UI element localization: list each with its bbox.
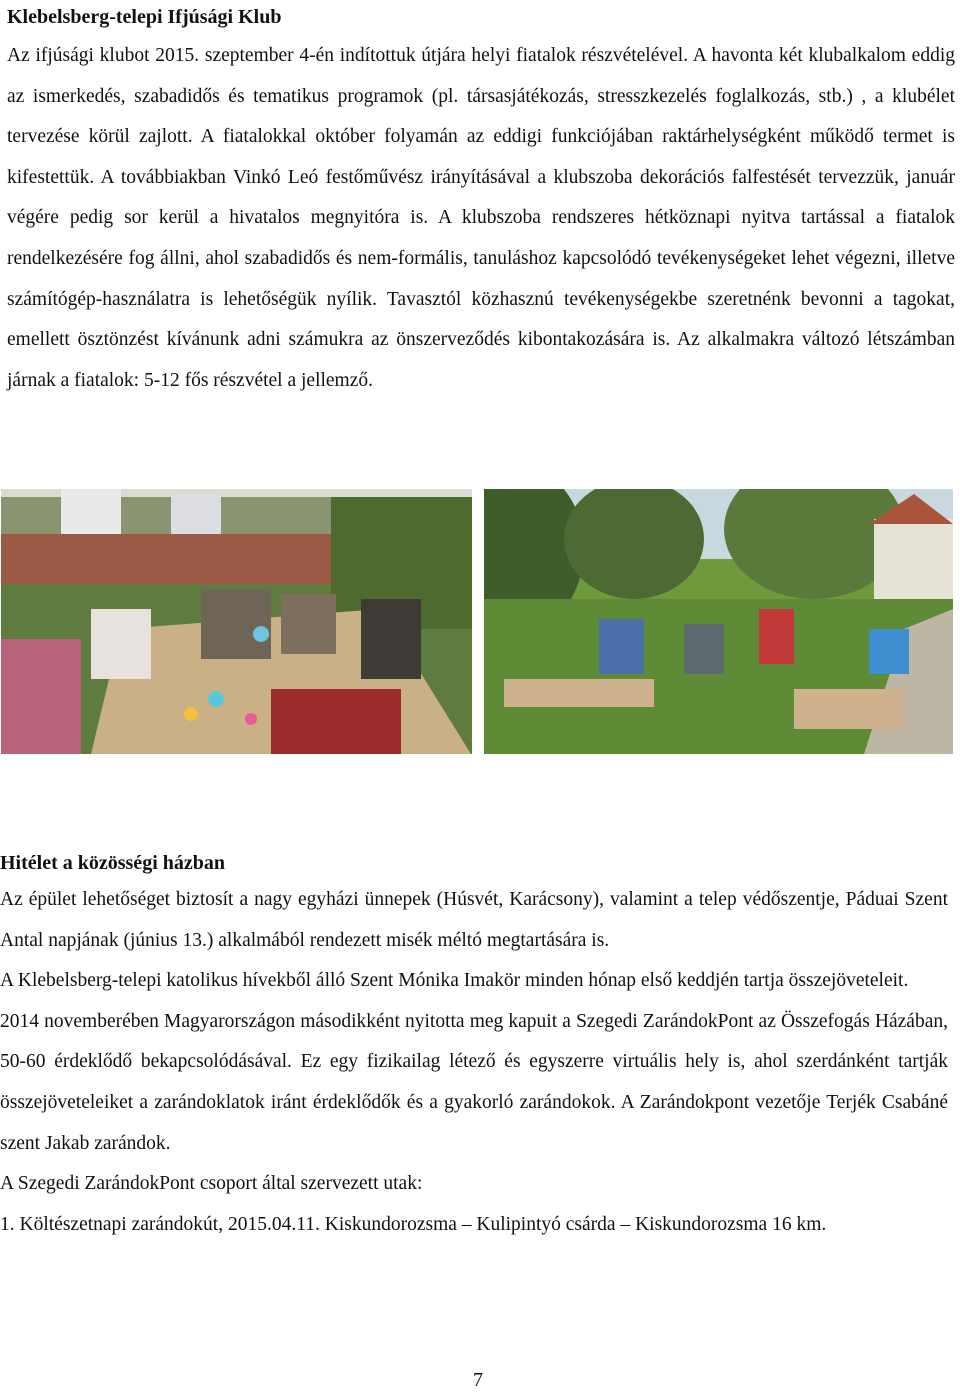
religious-paragraph-4: A Szegedi ZarándokPont csoport által szervezett utak: (0, 1173, 423, 1195)
religious-paragraph-5: 1. Költészetnapi zarándokút, 2015.04.11. Kiskundorozsma – Kulipintyó csárda – Kiskundorozsma 16 km. (0, 1213, 827, 1235)
club-heading: Klebelsberg-telepi Ifjúsági Klub (7, 6, 282, 28)
religious-paragraph-3: 2014 novemberében Magyarországon másodikként nyitotta meg kapuit a Szegedi ZarándokPont az Összefogás Házában, 50-60 érdeklődő bekapcsolódásával. Ez egy fizikailag létező és egyszerre virtuális hely is, ahol szerdánként tartják összejöveteleiket a zarándoklatok iránt érdeklődők és a gyakorló zarándokok. A Zarándokpont vezetője Terjék Csabáné szent Jakab zarándok. (0, 1010, 948, 1154)
religious-paragraph-2: A Klebelsberg-telepi katolikus hívekből álló Szent Mónika Imakör minden hónap első keddjén tartja összejöveteleit. (0, 970, 909, 992)
religious-section (0, 848, 948, 1245)
club-paragraph: Az ifjúsági klubot 2015. szeptember 4-én indítottuk útjára helyi fiatalok részvételével. A havonta két klubalkalom eddig az ismerkedés, szabadidős és tematikus programok (pl. társasjátékozás, stresszkezelés foglalkozás, stb.) , a klubélet tervezése körül zajlott. A fiatalokkal október folyamán az eddigi funkciójában raktárhelységként működő termet is kifestettük. A továbbiakban Vinkó Leó festőművész irányításával a klubszoba dekorációs falfestését tervezzük, január végére pedig sor kerül a hivatalos megnyitóra is. A klubszoba rendszeres hétköznapi nyitva tartással a fiatalok rendelkezésére fog állni, ahol szabadidős és nem-formális, tanuláshoz kapcsolódó tevékenységeket lehet végezni, illetve számítógép-használatra is lehetőségük nyílik. Tavasztól közhasznú tevékenységekbe szeretnénk bevonni a tagokat, emellett ösztönzést kívánunk adni számukra az önszerveződés kibontakozására is. Az alkalmakra változó létszámban járnak a fiatalok: 5-12 fős részvétel a jellemző. (7, 45, 955, 391)
religious-heading: Hitélet a közösségi házban (0, 852, 225, 874)
photo-picnic-table (1, 489, 472, 754)
photo-pallets (484, 489, 953, 754)
photo-row (1, 489, 953, 754)
photo-pallets-image (484, 489, 953, 754)
religious-paragraph-1: Az épület lehetőséget biztosít a nagy egyházi ünnepek (Húsvét, Karácsony), valamint a telep védőszentje, Páduai Szent Antal napjának (június 13.) alkalmából rendezett misék méltó megtartására is. (0, 889, 948, 951)
page-number: 7 (473, 1369, 483, 1391)
photo-picnic-table-image (1, 489, 472, 754)
